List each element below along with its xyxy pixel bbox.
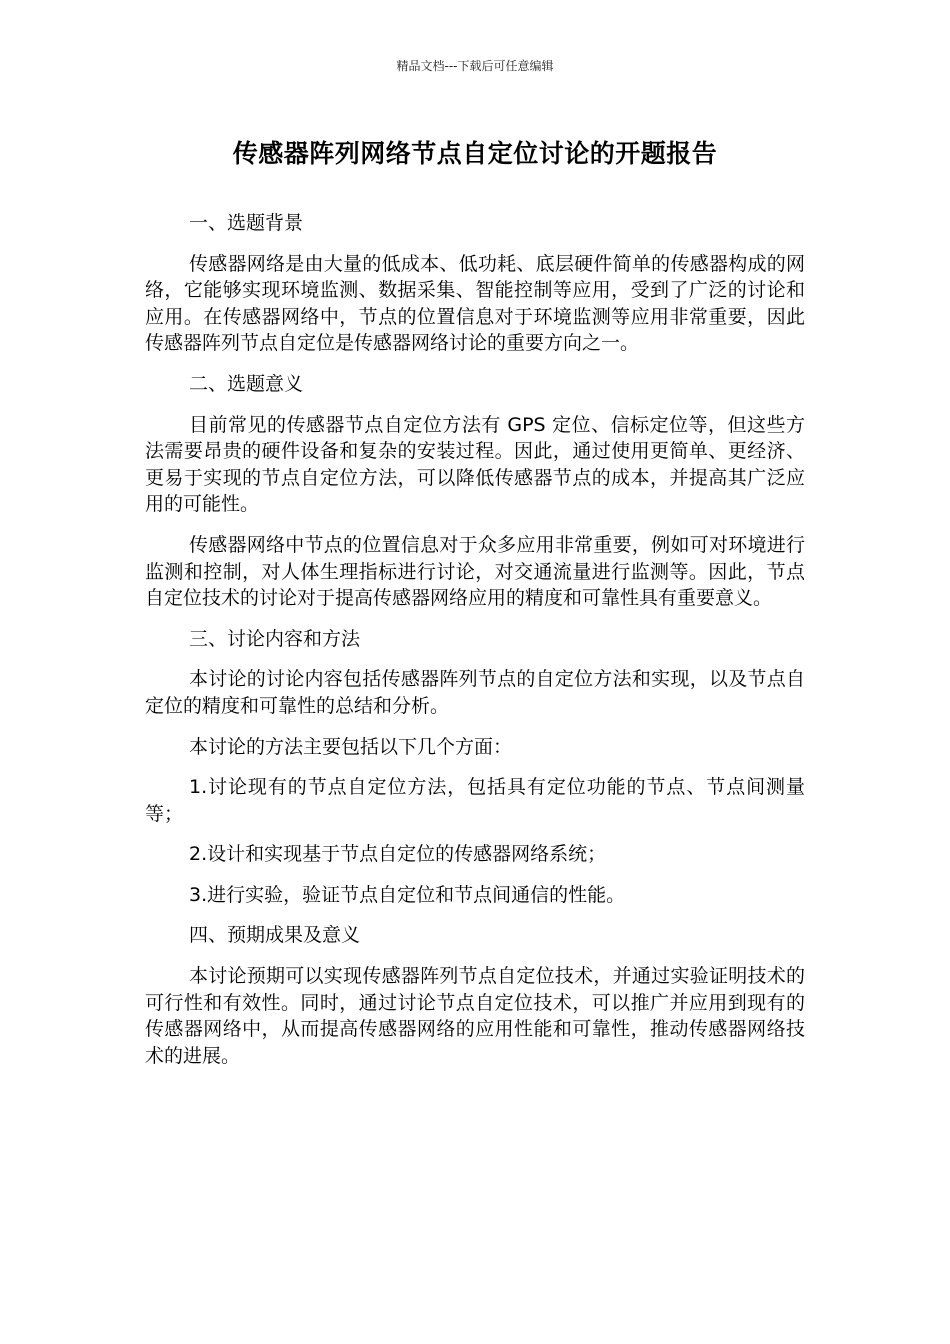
paragraph-significance-1: 目前常见的传感器节点自定位方法有 GPS 定位、信标定位等，但这些方法需要昂贵的硬件设备和复杂的安装过程。因此，通过使用更简单、更经济、更易于实现的节点自定位方法，可以降低传感器节点的成本，并提高其广泛应用的可能性。 bbox=[145, 413, 805, 516]
list-item-method-1: 1.讨论现有的节点自定位方法，包括具有定位功能的节点、节点间测量等； bbox=[145, 776, 805, 825]
paragraph-content: 本讨论的讨论内容包括传感器阵列节点的自定位方法和实现，以及节点自定位的精度和可靠性的总结和分析。 bbox=[145, 668, 805, 717]
section-heading-background: 一、选题背景 bbox=[189, 212, 304, 234]
section-heading-content-methods: 三、讨论内容和方法 bbox=[189, 627, 361, 650]
list-item-method-3: 3.进行实验，验证节点自定位和节点间通信的性能。 bbox=[189, 883, 626, 906]
document-title: 传感器阵列网络节点自定位讨论的开题报告 bbox=[232, 139, 718, 168]
header-note: 精品文档---下载后可任意编辑 bbox=[396, 59, 554, 73]
paragraph-expected-results: 本讨论预期可以实现传感器阵列节点自定位技术，并通过实验证明技术的可行性和有效性。同时，通过讨论节点自定位技术，可以推广并应用到现有的传感器网络中，从而提高传感器网络的应用性能和可靠性，推动传感器网络技术的进展。 bbox=[145, 965, 805, 1067]
paragraph-significance-2: 传感器网络中节点的位置信息对于众多应用非常重要，例如可对环境进行监测和控制，对人体生理指标进行讨论，对交通流量进行监测等。因此，节点自定位技术的讨论对于提高传感器网络应用的精度和可靠性具有重要意义。 bbox=[145, 533, 805, 610]
document-body bbox=[145, 210, 805, 1083]
list-item-method-2: 2.设计和实现基于节点自定位的传感器网络系统； bbox=[189, 843, 607, 866]
section-heading-significance: 二、选题意义 bbox=[189, 372, 304, 395]
paragraph-methods-intro: 本讨论的方法主要包括以下几个方面： bbox=[189, 735, 513, 758]
section-heading-expected-results: 四、预期成果及意义 bbox=[189, 924, 361, 947]
paragraph-background: 传感器网络是由大量的低成本、低功耗、底层硬件简单的传感器构成的网络，它能够实现环境监测、数据采集、智能控制等应用，受到了广泛的讨论和应用。在传感器网络中，节点的位置信息对于环境监测等应用非常重要，因此传感器阵列节点自定位是传感器网络讨论的重要方向之一。 bbox=[145, 252, 805, 355]
